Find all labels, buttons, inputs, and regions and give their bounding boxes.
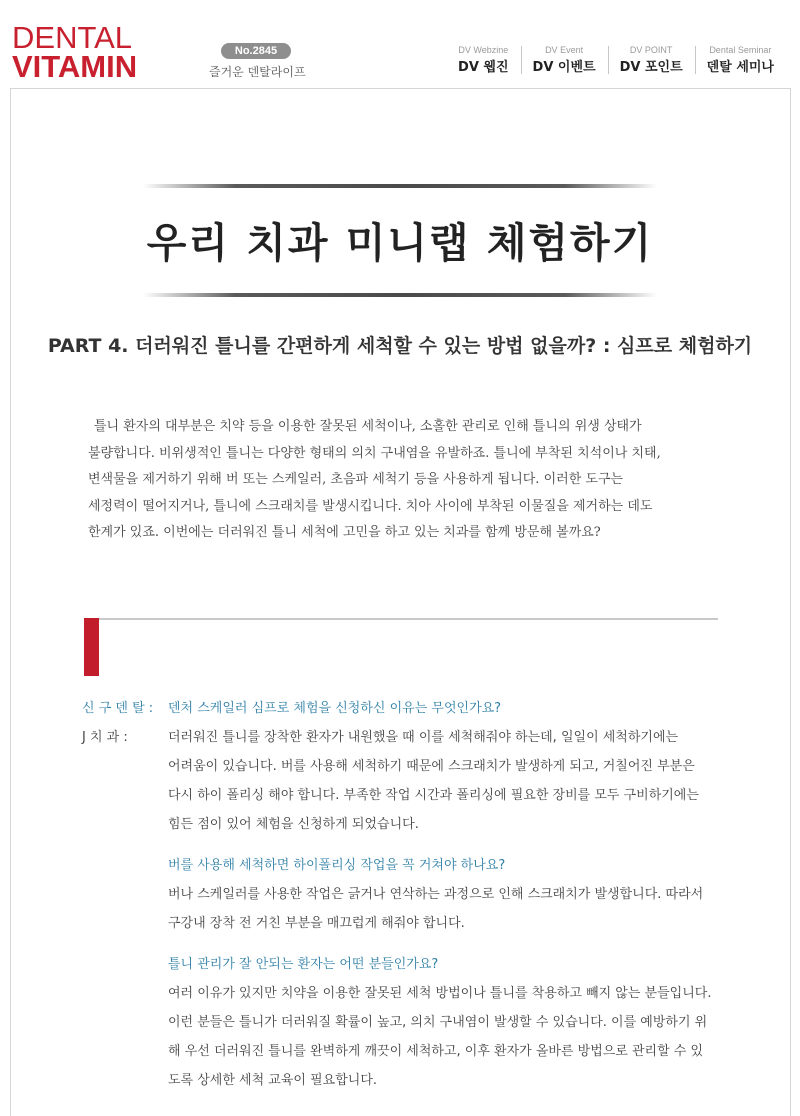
label-spacer bbox=[82, 909, 168, 938]
interviewer-label: 신 구 덴 탈 : bbox=[82, 701, 154, 716]
answer-line: 버나 스케일러를 사용한 작업은 긁거나 연삭하는 과정으로 인해 스크래치가 발생합니다. 따라서 bbox=[168, 887, 704, 902]
issue-number-badge: No.2845 bbox=[221, 43, 291, 59]
qa-spacer bbox=[82, 938, 762, 950]
nav-subtitle: DV Event bbox=[545, 45, 584, 55]
logo-text-dental: DENTAL bbox=[12, 20, 133, 55]
label-spacer bbox=[82, 781, 168, 810]
label-spacer bbox=[82, 1037, 168, 1066]
nav-subtitle: DV POINT bbox=[629, 45, 673, 55]
site-header bbox=[0, 0, 800, 88]
answer-line: 해 우선 더러워진 틀니를 완벽하게 깨끗이 세척하고, 이후 환자가 올바른 방법으로 관리할 수 있 bbox=[168, 1044, 704, 1059]
intro-paragraph bbox=[88, 414, 718, 547]
nav-subtitle: DV Webzine bbox=[458, 45, 509, 55]
nav-item-point[interactable] bbox=[608, 44, 695, 78]
question-text: 틀니 관리가 잘 안되는 환자는 어떤 분들인가요? bbox=[168, 957, 439, 972]
label-spacer bbox=[82, 810, 168, 839]
answer-row bbox=[82, 880, 762, 909]
section-divider bbox=[84, 618, 718, 620]
section-accent-bar bbox=[84, 618, 99, 676]
answer-row bbox=[82, 723, 762, 752]
intro-line: 틀니 환자의 대부분은 치약 등을 이용한 잘못된 세척이나, 소홀한 관리로 인해 틀니의 위생 상태가 bbox=[94, 419, 642, 434]
answer-row bbox=[82, 1008, 762, 1037]
intro-line: 변색물을 제거하기 위해 버 또는 스케일러, 초음파 세척기 등을 사용하게 됩니다. 이러한 도구는 bbox=[88, 472, 624, 487]
intro-line: 세정력이 떨어지거나, 틀니에 스크래치를 발생시킵니다. 치아 사이에 부착된 이물질을 제거하는 데도 bbox=[88, 498, 653, 514]
answer-row bbox=[82, 909, 762, 938]
answer-row bbox=[82, 781, 762, 810]
answer-row bbox=[82, 752, 762, 781]
logo-text-vitamin: VITAMIN bbox=[12, 49, 138, 84]
answer-line: 어려움이 있습니다. 버를 사용해 세척하기 때문에 스크래치가 발생하게 되고, 거칠어진 부분은 bbox=[168, 759, 695, 774]
label-spacer bbox=[82, 979, 168, 1008]
nav-item-event[interactable] bbox=[521, 44, 608, 78]
answer-row bbox=[82, 1037, 762, 1066]
nav-label: 덴탈 세미나 bbox=[706, 60, 774, 75]
title-rule-bottom bbox=[143, 293, 657, 297]
answer-row bbox=[82, 1066, 762, 1095]
answer-row bbox=[82, 810, 762, 839]
answer-line: 다시 하이 폴리싱 해야 합니다. 부족한 작업 시간과 폴리싱에 필요한 장비를 모두 구비하기에는 bbox=[168, 788, 699, 803]
respondent-label: J 치 과 : bbox=[82, 730, 128, 745]
answer-line: 힘든 점이 있어 체험을 신청하게 되었습니다. bbox=[168, 817, 419, 832]
article-title: 우리 치과 미니랩 체험하기 bbox=[146, 219, 654, 267]
label-spacer bbox=[82, 851, 168, 880]
question-text: 덴처 스케일러 심프로 체험을 신청하신 이유는 무엇인가요? bbox=[168, 701, 502, 716]
nav-label: DV 포인트 bbox=[619, 60, 683, 75]
intro-line: 한계가 있죠. 이번에는 더러워진 틀니 세척에 고민을 하고 있는 치과를 함께 방문해 볼까요? bbox=[88, 525, 601, 540]
question-row bbox=[82, 950, 762, 979]
top-navigation bbox=[446, 44, 786, 78]
article-subtitle: PART 4. 더러워진 틀니를 간편하게 세척할 수 있는 방법 없을까? : 심프로 체험하기 bbox=[47, 335, 753, 357]
intro-line: 불량합니다. 비위생적인 틀니는 다양한 형태의 의치 구내염을 유발하죠. 틀니에 부착된 치석이나 치태, bbox=[88, 445, 661, 461]
interview-section bbox=[82, 694, 762, 1095]
answer-line: 도록 상세한 세척 교육이 필요합니다. bbox=[168, 1073, 378, 1088]
answer-line: 더러워진 틀니를 장착한 환자가 내원했을 때 이를 세척해줘야 하는데, 일일이 세척하기에는 bbox=[168, 730, 679, 745]
label-spacer bbox=[82, 1008, 168, 1037]
nav-item-seminar[interactable] bbox=[695, 44, 786, 78]
label-spacer bbox=[82, 880, 168, 909]
nav-label: DV 이벤트 bbox=[532, 60, 596, 75]
label-spacer bbox=[82, 950, 168, 979]
nav-label: DV 웹진 bbox=[458, 60, 509, 75]
site-tagline: 즐거운 덴탈라이프 bbox=[209, 65, 306, 79]
question-row bbox=[82, 851, 762, 880]
nav-item-webzine[interactable] bbox=[446, 44, 521, 78]
answer-line: 이런 분들은 틀니가 더러워질 확률이 높고, 의치 구내염이 발생할 수 있습니다. 이를 예방하기 위 bbox=[168, 1015, 708, 1030]
nav-subtitle: Dental Seminar bbox=[709, 45, 772, 55]
question-row bbox=[82, 694, 762, 723]
site-logo[interactable] bbox=[12, 22, 137, 82]
answer-line: 여러 이유가 있지만 치약을 이용한 잘못된 세척 방법이나 틀니를 착용하고 빼지 않는 분들입니다. bbox=[168, 986, 712, 1001]
question-text: 버를 사용해 세척하면 하이폴리싱 작업을 꼭 거쳐야 하나요? bbox=[168, 858, 506, 873]
answer-line: 구강내 장착 전 거친 부분을 매끄럽게 해줘야 합니다. bbox=[168, 916, 465, 931]
title-rule-top bbox=[143, 184, 657, 188]
qa-spacer bbox=[82, 839, 762, 851]
label-spacer bbox=[82, 752, 168, 781]
answer-row bbox=[82, 979, 762, 1008]
label-spacer bbox=[82, 1066, 168, 1095]
